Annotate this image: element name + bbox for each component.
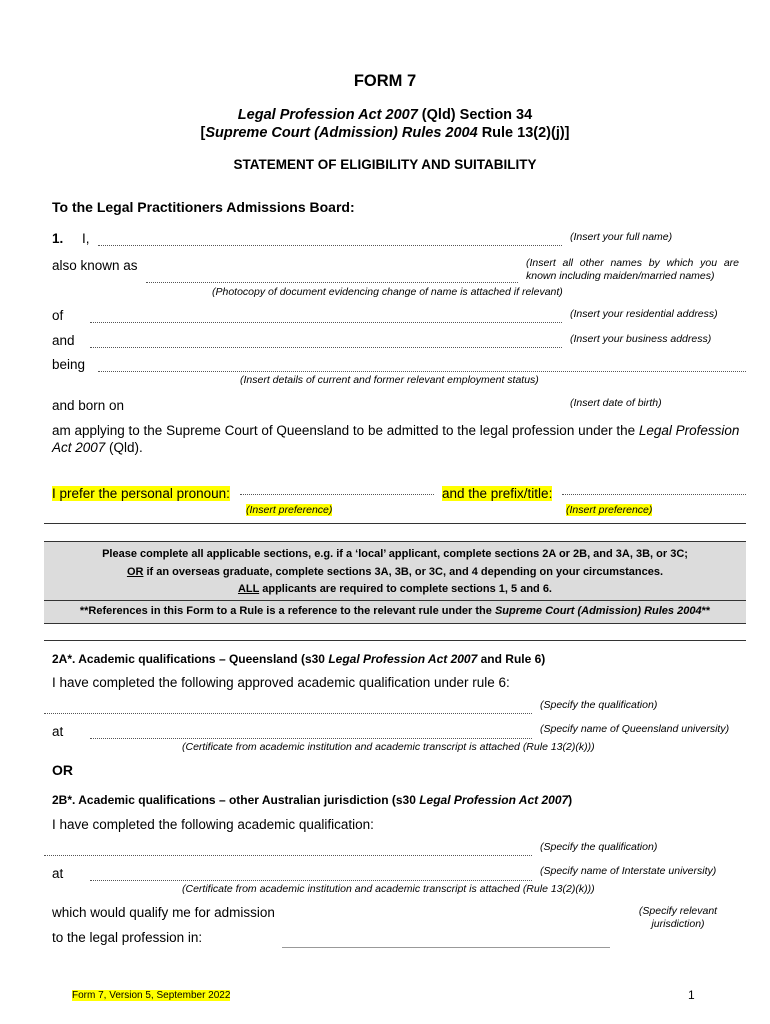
profession-label: to the legal profession in: xyxy=(52,930,203,945)
references-text: **References in this Form to a Rule is a reference to the relevant rule under the xyxy=(79,605,495,617)
residential-note: (Insert your residential address) xyxy=(570,308,718,320)
employment-note: (Insert details of current and former relevant employment status) xyxy=(240,374,539,386)
section-2b-act: Legal Profession Act 2007 xyxy=(419,793,569,807)
divider xyxy=(44,523,746,524)
business-address-field[interactable] xyxy=(90,347,562,348)
applying-act-part-2: Act 2007 xyxy=(52,440,106,455)
section-2a-text: I have completed the following approved academic qualification under rule 6: xyxy=(52,675,510,690)
qualification-note-2a: (Specify the qualification) xyxy=(540,699,658,711)
pronoun-note: (Insert preference) xyxy=(246,504,333,516)
act-section: (Qld) Section 34 xyxy=(417,107,533,123)
qualify-label: which would qualify me for admission xyxy=(52,905,275,920)
applying-qld: (Qld). xyxy=(105,440,143,455)
divider xyxy=(44,640,746,641)
aka-field[interactable] xyxy=(146,282,518,283)
at-label-2b: at xyxy=(52,866,64,881)
section-1-number: 1. xyxy=(52,231,64,246)
section-2b-text: I have completed the following academic qualification: xyxy=(52,817,374,832)
divider xyxy=(44,541,746,542)
of-label: of xyxy=(52,308,64,323)
instructions-line-1: Please complete all applicable sections, e.g. if a ‘local’ applicant, complete sections 2A or 2B, and 3A, 3B, or 3C; xyxy=(102,548,688,560)
university-note-2b: (Specify name of Interstate university) xyxy=(540,865,717,877)
full-name-field[interactable] xyxy=(98,245,562,246)
all-emphasis: ALL xyxy=(237,583,260,595)
residential-address-field[interactable] xyxy=(90,322,562,323)
qualification-field-2b[interactable] xyxy=(44,855,532,856)
divider xyxy=(44,623,746,624)
applying-line-2 xyxy=(52,440,143,455)
applying-text: am applying to the Supreme Court of Queensland to be admitted to the legal profession under the xyxy=(52,423,639,438)
business-note: (Insert your business address) xyxy=(570,333,712,345)
jurisdiction-note-line-2: jurisdiction) xyxy=(651,918,705,930)
divider xyxy=(44,600,746,601)
and-label: and xyxy=(52,333,75,348)
section-2a-heading-text: 2A*. Academic qualifications – Queensland (s30 xyxy=(52,652,329,666)
full-name-note: (Insert your full name) xyxy=(570,231,673,243)
qualification-field-2a[interactable] xyxy=(44,713,532,714)
being-label: being xyxy=(52,357,86,372)
or-label: OR xyxy=(52,762,73,778)
instructions-line-3 xyxy=(44,583,746,595)
act-line xyxy=(0,107,770,123)
photocopy-note: (Photocopy of document evidencing change of name is attached if relevant) xyxy=(212,286,563,298)
i-label: I, xyxy=(82,231,90,246)
pronoun-label: I prefer the personal pronoun: xyxy=(52,486,230,501)
rules-bracket: [ xyxy=(200,125,206,141)
references-stars: ** xyxy=(701,605,711,617)
dob-note: (Insert date of birth) xyxy=(570,397,662,409)
at-label-2a: at xyxy=(52,724,64,739)
section-2a-rule: and Rule 6) xyxy=(477,652,546,666)
instructions-line-2-text: if an overseas graduate, complete sections 3A, 3B, or 3C, and 4 depending on your circumstances. xyxy=(143,566,664,578)
section-2b-heading-text: 2B*. Academic qualifications – other Australian jurisdiction (s30 xyxy=(52,793,420,807)
section-2b-heading xyxy=(52,793,572,807)
addressee: To the Legal Practitioners Admissions Board: xyxy=(52,199,355,215)
references-rules-name: Supreme Court (Admission) Rules 2004 xyxy=(494,605,702,617)
rules-rule: Rule 13(2)(j)] xyxy=(477,125,570,141)
page-number: 1 xyxy=(688,988,695,1002)
references-note xyxy=(44,605,746,617)
university-field-2b[interactable] xyxy=(90,880,532,881)
prefix-note: (Insert preference) xyxy=(566,504,653,516)
prefix-field[interactable] xyxy=(562,494,746,495)
university-note-2a: (Specify name of Queensland university) xyxy=(540,723,730,735)
university-field-2a[interactable] xyxy=(90,738,532,739)
section-2a-act: Legal Profession Act 2007 xyxy=(328,652,478,666)
pronoun-field[interactable] xyxy=(240,494,434,495)
form-title: FORM 7 xyxy=(353,72,417,90)
prefix-label: and the prefix/title: xyxy=(442,486,553,501)
section-2b-close: ) xyxy=(568,793,573,807)
employment-field[interactable] xyxy=(98,371,746,372)
certificate-note-2a: (Certificate from academic institution and academic transcript is attached (Rule 13(2)(k))) xyxy=(182,741,595,753)
certificate-note-2b: (Certificate from academic institution and academic transcript is attached (Rule 13(2)(k))) xyxy=(182,883,595,895)
aka-label: also known as xyxy=(52,258,138,273)
born-label: and born on xyxy=(52,398,125,413)
or-emphasis: OR xyxy=(126,566,144,578)
rules-line xyxy=(0,125,770,141)
jurisdiction-note-line-1: (Specify relevant xyxy=(638,905,718,917)
qualification-note-2b: (Specify the qualification) xyxy=(540,841,658,853)
instructions-line-3-text: applicants are required to complete sections 1, 5 and 6. xyxy=(259,583,552,595)
act-name: Legal Profession Act 2007 xyxy=(237,107,418,123)
rules-name: Supreme Court (Admission) Rules 2004 xyxy=(205,125,478,141)
jurisdiction-field[interactable] xyxy=(282,947,610,948)
statement-title: STATEMENT OF ELIGIBILITY AND SUITABILITY xyxy=(233,157,537,172)
aka-note: (Insert all other names by which you are known including maiden/married names) xyxy=(526,257,739,282)
applying-line-1 xyxy=(52,423,739,438)
applying-act-part-1: Legal Profession xyxy=(638,423,740,438)
instructions-line-2 xyxy=(44,566,746,578)
section-2a-heading xyxy=(52,652,545,666)
footer-version: Form 7, Version 5, September 2022 xyxy=(72,990,231,1001)
